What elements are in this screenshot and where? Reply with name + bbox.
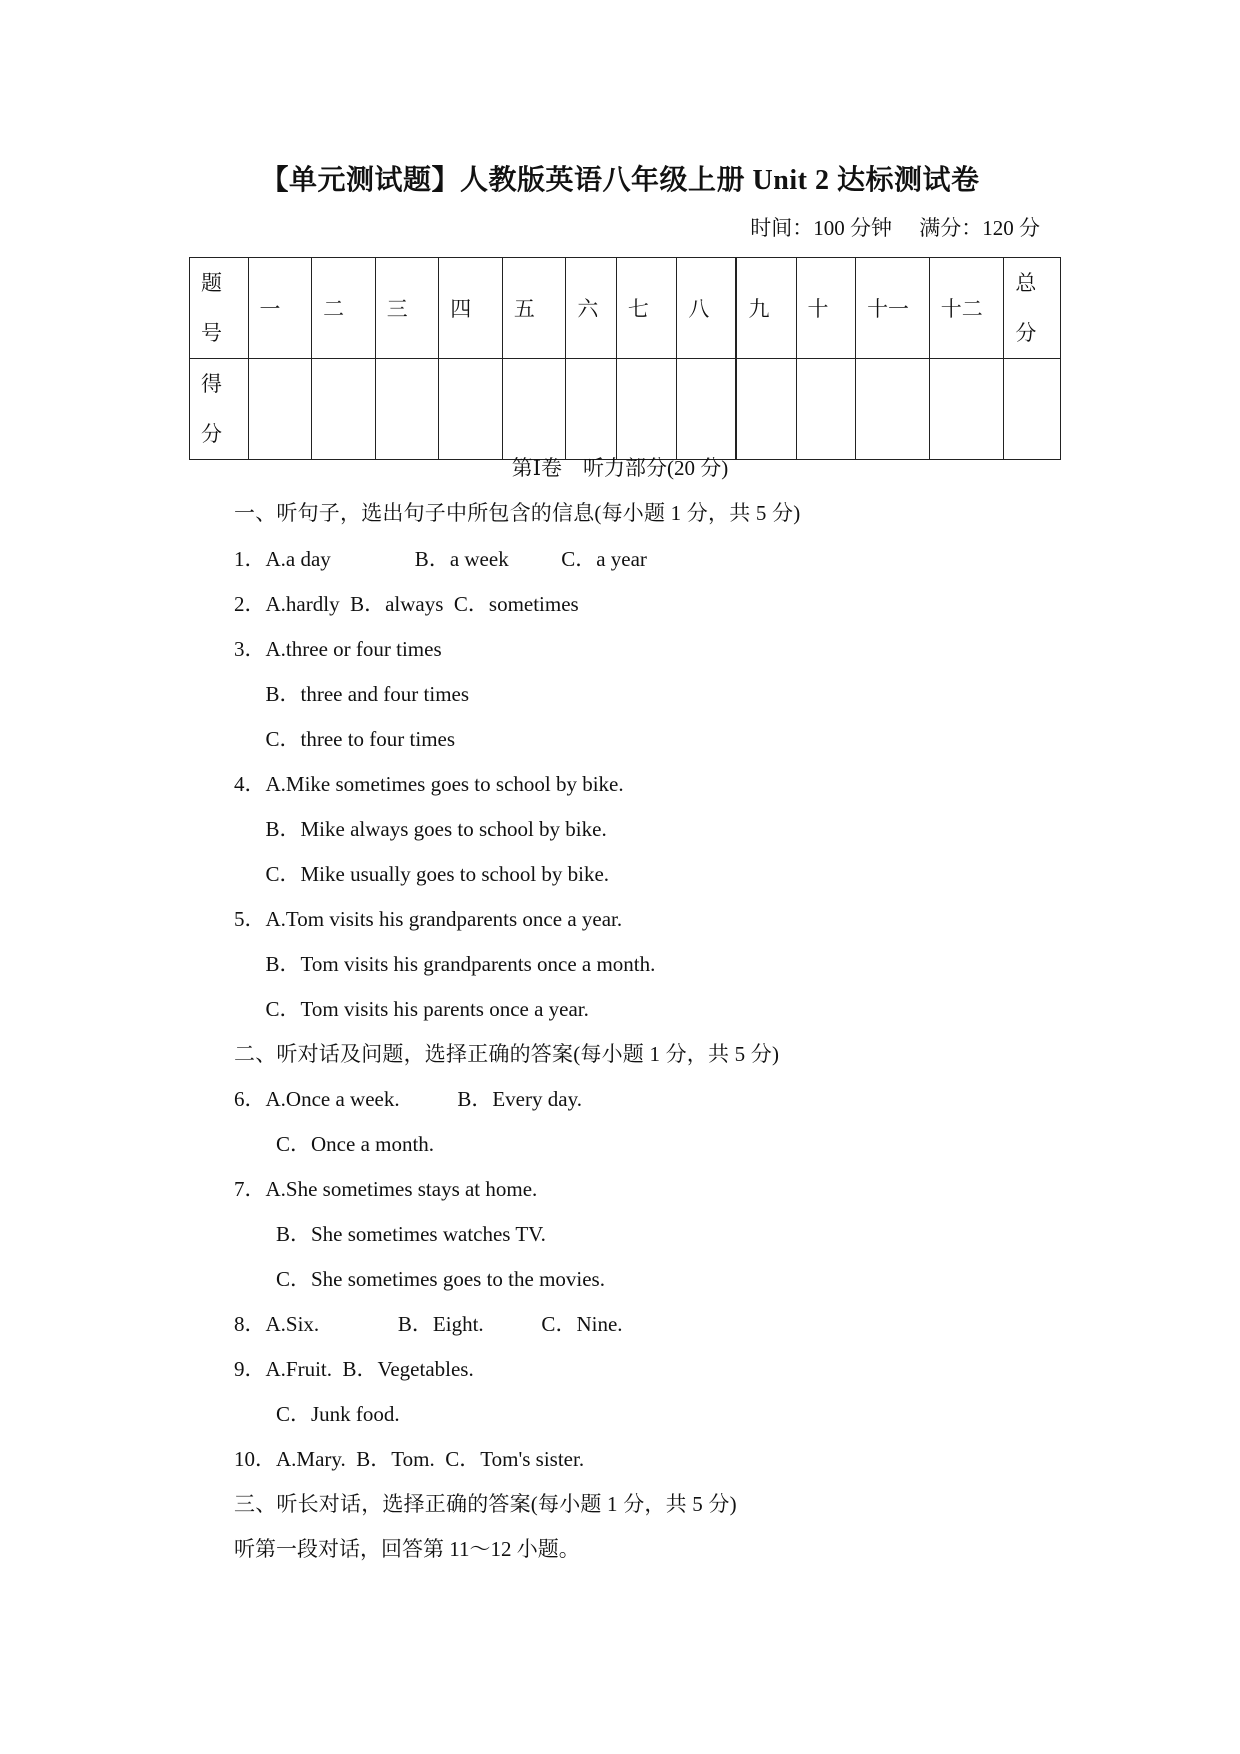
section-heading-1: 一、听句子，选出句子中所包含的信息(每小题 1 分，共 5 分) — [234, 501, 801, 525]
column-header: 三 — [375, 258, 439, 359]
score-label-bottom: 分 — [201, 422, 222, 446]
score-cell — [248, 359, 312, 460]
total-label-top: 总 — [1015, 271, 1037, 295]
part-title: 第Ⅰ卷 听力部分(20 分) — [511, 456, 729, 480]
column-header: 二 — [312, 258, 376, 359]
question-line: 7．A.She sometimes stays at home. — [234, 1177, 538, 1201]
question-line: 6．A.Once a week. B．Every day. — [234, 1087, 582, 1111]
exam-meta — [750, 212, 1040, 242]
exam-full-score: 满分：120 分 — [919, 216, 1040, 240]
column-header: 十一 — [856, 258, 930, 359]
score-cell — [929, 359, 1004, 460]
document-title: 【单元测试题】人教版英语八年级上册 Unit 2 达标测试卷 — [260, 165, 980, 196]
section-heading-2: 二、听对话及问题，选择正确的答案(每小题 1 分，共 5 分) — [234, 1042, 780, 1066]
question-line: 10．A.Mary. B．Tom. C．Tom's sister. — [234, 1447, 585, 1471]
score-cell — [566, 359, 616, 460]
score-label-cell — [190, 359, 249, 460]
exam-time: 时间：100 分钟 — [750, 216, 892, 240]
column-header: 六 — [566, 258, 616, 359]
score-cell — [312, 359, 376, 460]
score-cell — [502, 359, 566, 460]
question-line: 2．A.hardly B．always C．sometimes — [234, 592, 579, 616]
header-label-top: 题 — [201, 271, 222, 295]
option-line: C．Once a month. — [234, 1132, 435, 1156]
instruction-line: 听第一段对话，回答第 11～12 小题。 — [234, 1537, 580, 1561]
total-header-cell — [1004, 258, 1061, 359]
column-header: 七 — [616, 258, 677, 359]
score-cell — [375, 359, 439, 460]
score-table — [189, 257, 1061, 460]
column-header: 十二 — [929, 258, 1004, 359]
header-label-bottom: 号 — [201, 321, 222, 345]
score-cell — [677, 359, 737, 460]
total-label-bottom: 分 — [1015, 321, 1037, 345]
score-cell — [439, 359, 503, 460]
score-table-score-row — [190, 359, 1061, 460]
score-cell — [616, 359, 677, 460]
question-line: 8．A.Six. B．Eight. C．Nine. — [234, 1312, 623, 1336]
column-header: 五 — [502, 258, 566, 359]
score-cell — [856, 359, 930, 460]
option-line: C．three to four times — [234, 727, 456, 751]
option-line: C．Junk food. — [234, 1402, 400, 1426]
option-line: B．Mike always goes to school by bike. — [234, 817, 607, 841]
option-line: B．Tom visits his grandparents once a month. — [234, 952, 656, 976]
question-line: 3．A.three or four times — [234, 637, 442, 661]
option-line: B．She sometimes watches TV. — [234, 1222, 546, 1246]
question-line: 1．A.a day B．a week C．a year — [234, 547, 647, 571]
question-line: 9．A.Fruit. B．Vegetables. — [234, 1357, 474, 1381]
header-label-cell — [190, 258, 249, 359]
column-header: 八 — [677, 258, 737, 359]
option-line: B．three and four times — [234, 682, 470, 706]
column-header: 四 — [439, 258, 503, 359]
option-line: C．She sometimes goes to the movies. — [234, 1267, 605, 1291]
option-line: C．Tom visits his parents once a year. — [234, 997, 589, 1021]
total-score-cell — [1004, 359, 1061, 460]
column-header: 十 — [796, 258, 856, 359]
score-table-header-row — [190, 258, 1061, 359]
option-line: C．Mike usually goes to school by bike. — [234, 862, 610, 886]
score-cell — [796, 359, 856, 460]
score-label-top: 得 — [201, 372, 222, 396]
question-line: 5．A.Tom visits his grandparents once a year. — [234, 907, 623, 931]
section-heading-3: 三、听长对话，选择正确的答案(每小题 1 分，共 5 分) — [234, 1492, 737, 1516]
column-header: 一 — [248, 258, 312, 359]
column-header: 九 — [736, 258, 796, 359]
score-cell — [736, 359, 796, 460]
question-line: 4．A.Mike sometimes goes to school by bike. — [234, 772, 624, 796]
